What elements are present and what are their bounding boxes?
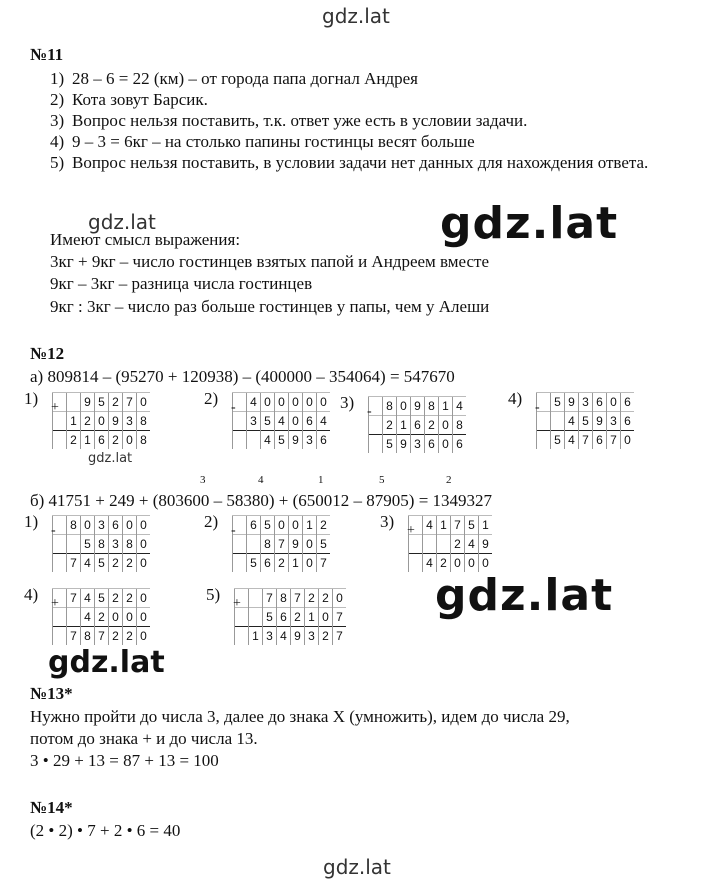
digit-cell: 2: [95, 608, 109, 627]
digit-cell: 1: [67, 412, 81, 431]
digit-cell: 7: [275, 535, 289, 554]
digit-cell: 0: [621, 431, 635, 450]
digit-cell: 4: [317, 412, 331, 431]
digit-cell: [67, 393, 81, 412]
digit-cell: 0: [465, 554, 479, 573]
digit-cell: 0: [479, 554, 493, 573]
column-calc-grid: [232, 515, 330, 572]
digit-cell: 0: [81, 516, 95, 535]
digit-cell: 2: [383, 416, 397, 435]
digit-cell: 4: [453, 397, 467, 416]
calc-operand-row: [233, 535, 331, 554]
digit-cell: 4: [81, 589, 95, 608]
digit-cell: 4: [275, 412, 289, 431]
digit-cell: 9: [565, 393, 579, 412]
calc-operand-row: [233, 516, 331, 535]
digit-cell: [235, 627, 249, 646]
calc-operand-row: [53, 393, 151, 412]
digit-cell: 5: [383, 435, 397, 454]
digit-cell: 7: [317, 554, 331, 573]
digit-cell: 6: [453, 435, 467, 454]
digit-cell: 7: [333, 608, 347, 627]
operator-sign: +: [51, 596, 59, 611]
digit-cell: 6: [261, 554, 275, 573]
digit-cell: 7: [579, 431, 593, 450]
digit-cell: 6: [411, 416, 425, 435]
digit-cell: 8: [277, 589, 291, 608]
digit-cell: 1: [397, 416, 411, 435]
digit-cell: 2: [291, 608, 305, 627]
digit-cell: [409, 554, 423, 573]
digit-cell: 5: [247, 554, 261, 573]
calc-result-row: [235, 627, 347, 646]
calc-operand-row: [53, 535, 151, 554]
digit-cell: [53, 554, 67, 573]
watermark-small: gdz.lat: [88, 210, 156, 234]
operator-sign: +: [51, 400, 59, 415]
task13-line: Нужно пройти до числа 3, далее до знака X (умножить), идем до числа 29,: [30, 707, 570, 726]
digit-cell: 4: [261, 431, 275, 450]
digit-cell: 5: [95, 393, 109, 412]
calc-operand-row: [235, 589, 347, 608]
operator-sign: +: [407, 523, 415, 538]
column-calc-grid: [52, 392, 150, 449]
digit-cell: [233, 431, 247, 450]
calc-result-row: [369, 435, 467, 454]
meaning-title: Имеют смысл выражения:: [50, 230, 241, 249]
digit-cell: 1: [439, 397, 453, 416]
task11-list: [50, 68, 680, 173]
digit-cell: 2: [109, 554, 123, 573]
watermark-top: gdz.lat: [322, 4, 390, 28]
calc-a-4: 4) - 5 9 3 6 0 6 4 5 9 3 6 5 4 7 6 7 0: [536, 392, 634, 449]
digit-cell: 0: [333, 589, 347, 608]
column-calc-grid: [232, 392, 330, 449]
calc-operand-row: [537, 393, 635, 412]
digit-cell: 7: [607, 431, 621, 450]
digit-cell: 6: [247, 516, 261, 535]
list-item: 4) 9 – 3 = 6кг – на столько папины гостинцы весят больше: [50, 132, 475, 151]
watermark-bottom: gdz.lat: [323, 855, 391, 879]
digit-cell: 2: [109, 627, 123, 646]
digit-cell: 4: [247, 393, 261, 412]
calc-operand-row: [233, 393, 331, 412]
column-calc-grid: [408, 515, 492, 572]
calc-result-row: [53, 627, 151, 646]
digit-cell: 5: [317, 535, 331, 554]
digit-cell: 1: [249, 627, 263, 646]
digit-cell: 4: [565, 431, 579, 450]
digit-cell: 6: [277, 608, 291, 627]
digit-cell: 0: [137, 393, 151, 412]
digit-cell: 5: [263, 608, 277, 627]
digit-cell: 0: [319, 608, 333, 627]
digit-cell: 8: [67, 516, 81, 535]
digit-cell: 7: [451, 516, 465, 535]
digit-cell: [247, 535, 261, 554]
operator-sign: -: [367, 404, 372, 419]
calc-operand-row: [53, 589, 151, 608]
digit-cell: 0: [137, 627, 151, 646]
digit-cell: 7: [67, 627, 81, 646]
digit-cell: 0: [303, 554, 317, 573]
digit-cell: 0: [275, 393, 289, 412]
task12-line-a: а) 809814 – (95270 + 120938) – (400000 – 354064) = 547670: [30, 367, 455, 386]
digit-cell: 2: [123, 627, 137, 646]
column-calc-grid: [536, 392, 634, 449]
digit-cell: 0: [123, 431, 137, 450]
digit-cell: 3: [95, 516, 109, 535]
calc-b-3: 3) + 4 1 7 5 1 2 4 9 4 2 0 0 0: [408, 515, 492, 572]
digit-cell: 9: [411, 397, 425, 416]
digit-cell: 5: [261, 516, 275, 535]
digit-cell: 7: [67, 589, 81, 608]
digit-cell: 1: [81, 431, 95, 450]
list-item: 2) Кота зовут Барсик.: [50, 90, 208, 109]
operator-sign: +: [233, 596, 241, 611]
digit-cell: 0: [137, 516, 151, 535]
digit-cell: 0: [317, 393, 331, 412]
task13-line: потом до знака + и до числа 13.: [30, 729, 258, 748]
digit-cell: 8: [123, 535, 137, 554]
digit-cell: 0: [137, 535, 151, 554]
digit-cell: 5: [579, 412, 593, 431]
digit-cell: 7: [123, 393, 137, 412]
digit-cell: 3: [411, 435, 425, 454]
calc-a-1: 1) + 9 5 2 7 0 1 2 0 9 3 8 2 1 6 2 0 8: [52, 392, 150, 449]
list-item: 3) Вопрос нельзя поставить, т.к. ответ уже есть в условии задачи.: [50, 111, 528, 130]
digit-cell: 0: [303, 535, 317, 554]
calc-a-2: 2) - 4 0 0 0 0 0 3 5 4 0 6 4 4 5 9 3 6: [232, 392, 330, 449]
digit-cell: 2: [123, 554, 137, 573]
task11-title: №11: [30, 45, 64, 64]
digit-cell: 8: [137, 412, 151, 431]
digit-cell: 9: [109, 412, 123, 431]
calc-result-row: [233, 431, 331, 450]
digit-cell: 3: [247, 412, 261, 431]
digit-cell: 0: [439, 416, 453, 435]
watermark-tiny: gdz.lat: [88, 451, 133, 466]
digit-cell: 7: [291, 589, 305, 608]
digit-cell: 4: [465, 535, 479, 554]
meaning-line: 9кг – 3кг – разница числа гостинцев: [50, 274, 313, 293]
digit-cell: 0: [303, 393, 317, 412]
digit-cell: 2: [275, 554, 289, 573]
column-calc-grid: [52, 515, 150, 572]
digit-cell: [423, 535, 437, 554]
digit-cell: 2: [319, 589, 333, 608]
digit-cell: 0: [137, 554, 151, 573]
meaning-line: 9кг : 3кг – число раз больше гостинцев у папы, чем у Алеши: [50, 297, 490, 316]
digit-cell: 8: [95, 535, 109, 554]
digit-cell: 6: [303, 412, 317, 431]
calc-operand-row: [53, 412, 151, 431]
digit-cell: 8: [81, 627, 95, 646]
digit-cell: 8: [137, 431, 151, 450]
order-mark: 2: [446, 474, 452, 486]
digit-cell: [53, 627, 67, 646]
calc-result-row: [53, 554, 151, 573]
digit-cell: 4: [81, 608, 95, 627]
calc-b-2: 2) - 6 5 0 0 1 2 8 7 9 0 5 5 6 2 1 0 7: [232, 515, 330, 572]
watermark-big: gdz.lat: [440, 198, 619, 249]
calc-operand-row: [409, 535, 493, 554]
digit-cell: 1: [437, 516, 451, 535]
digit-cell: [369, 435, 383, 454]
digit-cell: 6: [621, 393, 635, 412]
operator-sign: -: [231, 400, 236, 415]
digit-cell: 0: [607, 393, 621, 412]
digit-cell: 9: [479, 535, 493, 554]
digit-cell: 9: [81, 393, 95, 412]
digit-cell: 0: [261, 393, 275, 412]
digit-cell: [233, 554, 247, 573]
digit-cell: 3: [263, 627, 277, 646]
digit-cell: [437, 535, 451, 554]
digit-cell: 6: [621, 412, 635, 431]
calc-operand-row: [53, 608, 151, 627]
digit-cell: [249, 589, 263, 608]
digit-cell: 6: [95, 431, 109, 450]
digit-cell: 0: [275, 516, 289, 535]
digit-cell: 2: [109, 393, 123, 412]
task12-line-b: б) 41751 + 249 + (803600 – 58380) + (650012 – 87905) = 1349327: [30, 491, 493, 510]
watermark-mid: gdz.lat: [48, 645, 165, 680]
calc-b-4: 4) + 7 4 5 2 2 0 4 2 0 0 0 7 8 7 2 2 0: [52, 588, 150, 645]
digit-cell: 3: [305, 627, 319, 646]
digit-cell: 2: [305, 589, 319, 608]
list-item: 5) Вопрос нельзя поставить, в условии задачи нет данных для нахождения ответа.: [50, 153, 649, 172]
digit-cell: 7: [263, 589, 277, 608]
digit-cell: 0: [123, 608, 137, 627]
digit-cell: 2: [437, 554, 451, 573]
operator-sign: -: [231, 523, 236, 538]
digit-cell: 9: [291, 627, 305, 646]
digit-cell: 3: [607, 412, 621, 431]
digit-cell: 6: [593, 431, 607, 450]
calc-operand-row: [369, 397, 467, 416]
digit-cell: 0: [289, 393, 303, 412]
digit-cell: 9: [397, 435, 411, 454]
digit-cell: 3: [109, 535, 123, 554]
digit-cell: 0: [137, 589, 151, 608]
digit-cell: 4: [81, 554, 95, 573]
calc-result-row: [537, 431, 635, 450]
digit-cell: 2: [451, 535, 465, 554]
digit-cell: 2: [123, 589, 137, 608]
calc-result-row: [233, 554, 331, 573]
digit-cell: 5: [465, 516, 479, 535]
watermark-big-2: gdz.lat: [435, 570, 614, 621]
digit-cell: 9: [289, 431, 303, 450]
digit-cell: 2: [109, 431, 123, 450]
meaning-line: 3кг + 9кг – число гостинцев взятых папой и Андреем вместе: [50, 252, 490, 271]
digit-cell: 1: [303, 516, 317, 535]
digit-cell: 0: [289, 412, 303, 431]
digit-cell: 2: [109, 589, 123, 608]
digit-cell: 6: [317, 431, 331, 450]
digit-cell: [247, 431, 261, 450]
digit-cell: 0: [439, 435, 453, 454]
digit-cell: 0: [451, 554, 465, 573]
calc-operand-row: [53, 516, 151, 535]
calc-operand-row: [409, 516, 493, 535]
digit-cell: 5: [95, 554, 109, 573]
digit-cell: 0: [123, 516, 137, 535]
digit-cell: 1: [305, 608, 319, 627]
column-calc-grid: [234, 588, 346, 645]
digit-cell: 5: [551, 393, 565, 412]
column-calc-grid: [368, 396, 466, 453]
digit-cell: 2: [67, 431, 81, 450]
digit-cell: 8: [425, 397, 439, 416]
digit-cell: 6: [593, 393, 607, 412]
digit-cell: 2: [425, 416, 439, 435]
digit-cell: [249, 608, 263, 627]
digit-cell: 6: [425, 435, 439, 454]
calc-operand-row: [233, 412, 331, 431]
order-mark: 1: [318, 474, 324, 486]
column-calc-grid: [52, 588, 150, 645]
digit-cell: 0: [137, 608, 151, 627]
digit-cell: 5: [81, 535, 95, 554]
digit-cell: 9: [593, 412, 607, 431]
digit-cell: 0: [95, 412, 109, 431]
digit-cell: 1: [479, 516, 493, 535]
digit-cell: 3: [123, 412, 137, 431]
calc-b-1: 1) - 8 0 3 6 0 0 5 8 3 8 0 7 4 5 2 2 0: [52, 515, 150, 572]
digit-cell: [67, 608, 81, 627]
digit-cell: [67, 535, 81, 554]
calc-operand-row: [369, 416, 467, 435]
digit-cell: 7: [333, 627, 347, 646]
operator-sign: -: [535, 400, 540, 415]
digit-cell: 7: [67, 554, 81, 573]
digit-cell: 6: [109, 516, 123, 535]
digit-cell: 0: [397, 397, 411, 416]
digit-cell: 5: [95, 589, 109, 608]
list-item: 1) 28 – 6 = 22 (км) – от города папа догнал Андрея: [50, 69, 418, 88]
digit-cell: [551, 412, 565, 431]
digit-cell: 1: [289, 554, 303, 573]
digit-cell: [53, 431, 67, 450]
digit-cell: 3: [303, 431, 317, 450]
calc-operand-row: [537, 412, 635, 431]
order-mark: 4: [258, 474, 264, 486]
digit-cell: 3: [579, 393, 593, 412]
calc-operand-row: [235, 608, 347, 627]
digit-cell: 9: [289, 535, 303, 554]
task14-title: №14*: [30, 798, 73, 817]
calc-result-row: [409, 554, 493, 573]
digit-cell: 0: [289, 516, 303, 535]
digit-cell: 5: [275, 431, 289, 450]
order-mark: 3: [200, 474, 206, 486]
calc-result-row: [53, 431, 151, 450]
digit-cell: 2: [319, 627, 333, 646]
digit-cell: [537, 431, 551, 450]
digit-cell: 8: [453, 416, 467, 435]
digit-cell: 0: [109, 608, 123, 627]
digit-cell: 4: [423, 554, 437, 573]
task12-title: №12: [30, 344, 65, 363]
digit-cell: 2: [81, 412, 95, 431]
digit-cell: 5: [261, 412, 275, 431]
digit-cell: 4: [565, 412, 579, 431]
operator-sign: -: [51, 523, 56, 538]
digit-cell: 7: [95, 627, 109, 646]
calc-a-3: 3) - 8 0 9 8 1 4 2 1 6 2 0 8 5 9 3 6 0 6: [368, 396, 466, 453]
order-mark: 5: [379, 474, 385, 486]
digit-cell: 8: [383, 397, 397, 416]
digit-cell: 5: [551, 431, 565, 450]
task13-line: 3 • 29 + 13 = 87 + 13 = 100: [30, 751, 219, 770]
digit-cell: 4: [423, 516, 437, 535]
task14-line: (2 • 2) • 7 + 2 • 6 = 40: [30, 821, 181, 840]
digit-cell: 8: [261, 535, 275, 554]
digit-cell: 4: [277, 627, 291, 646]
task13-title: №13*: [30, 684, 73, 703]
digit-cell: 2: [317, 516, 331, 535]
calc-b-5: 5) + 7 8 7 2 2 0 5 6 2 1 0 7 1 3 4 9 3 2 7: [234, 588, 346, 645]
